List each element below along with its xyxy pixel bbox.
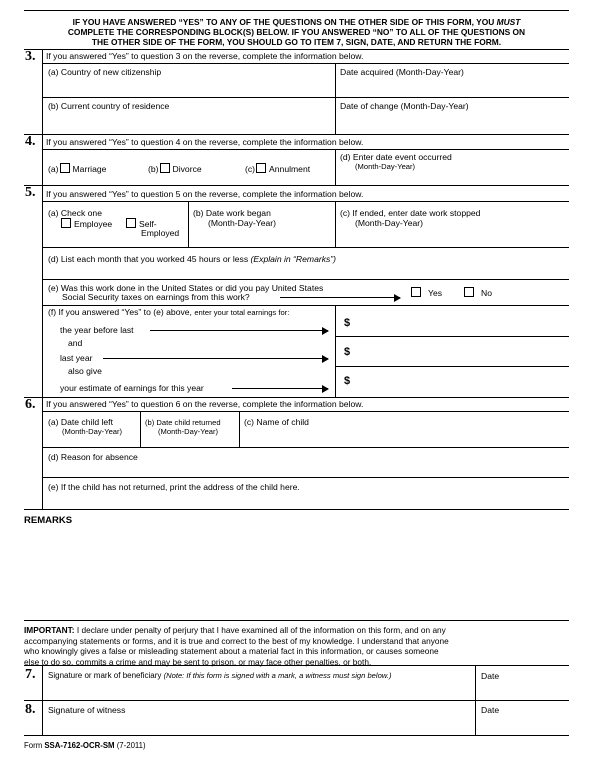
witness-signature-field[interactable]: Signature of witness [48, 705, 126, 715]
important-line-3: who knowingly gives a false or misleading statement about a material fact in this information, or causes someone [24, 646, 439, 656]
divorce-prefix: (b) [148, 164, 159, 174]
section-5-number: 5. [25, 185, 36, 200]
beneficiary-date-field[interactable]: Date [481, 671, 500, 681]
rule [42, 411, 569, 412]
months-worked-note: (Explain in “Remarks”) [250, 254, 337, 264]
rule [335, 63, 336, 134]
marriage-checkbox[interactable] [60, 163, 70, 173]
date-child-returned-format: (Month-Day-Year) [158, 427, 219, 436]
earnings-intro-note: enter your total earnings for: [194, 308, 290, 317]
rule [335, 305, 336, 397]
rule [42, 134, 43, 185]
employee-label: Employee [74, 219, 113, 229]
arrow [103, 358, 328, 359]
section-3-left-rule [42, 49, 43, 134]
also-give-label: also give [68, 366, 102, 376]
check-one-label: (a) Check one [48, 208, 102, 218]
rule [335, 366, 569, 367]
rule [42, 279, 569, 280]
section-8-number: 8. [25, 702, 36, 717]
date-event-occurred-field[interactable]: (d) Enter date event occurred [340, 152, 452, 162]
self-employed-label-2: Employed [141, 228, 180, 238]
section-6-number: 6. [25, 397, 36, 412]
rule [140, 411, 141, 447]
year-before-last-amount[interactable]: $ [344, 317, 351, 329]
earnings-intro-label: (f) If you answered “Yes” to (e) above, [48, 307, 195, 317]
header-line-3: THE OTHER SIDE OF THE FORM, YOU SHOULD GO TO ITEM 7, SIGN, DATE, AND RETURN THE FORM. [91, 37, 502, 47]
header-must: MUST [496, 17, 521, 27]
rule [24, 665, 569, 666]
rule [42, 63, 569, 64]
important-top [24, 620, 569, 621]
annulment-prefix: (c) [245, 164, 256, 174]
estimate-this-year-label: your estimate of earnings for this year [60, 383, 204, 393]
section-3-intro: If you answered “Yes” to question 3 on the reverse, complete the information below. [46, 51, 364, 61]
rule [335, 201, 336, 247]
last-year-amount[interactable]: $ [344, 346, 351, 358]
header-line-2: COMPLETE THE CORRESPONDING BLOCK(S) BELOW. IF YOU ANSWERED “NO” TO ALL OF THE QUESTIONS ON [67, 27, 526, 37]
rule [335, 336, 569, 337]
rule [42, 247, 569, 248]
important-line-1: I declare under penalty of perjury that I have examined all of the information on this form, and on any [74, 625, 446, 635]
divorce-option[interactable] [148, 163, 202, 174]
section-4-top [24, 134, 569, 135]
marriage-label: Marriage [72, 164, 107, 174]
date-child-returned-field[interactable]: (b) Date child returned [145, 418, 221, 427]
no-checkbox[interactable] [464, 287, 474, 297]
self-employed-label-1: Self- [139, 219, 157, 229]
annulment-label: Annulment [269, 164, 311, 174]
rule [42, 149, 569, 150]
months-worked-field[interactable] [48, 254, 336, 264]
annulment-checkbox[interactable] [256, 163, 266, 173]
months-worked-label: (d) List each month that you worked 45 hours or less [48, 254, 251, 264]
date-work-stopped-field[interactable]: (c) If ended, enter date work stopped [340, 208, 481, 218]
section-6-intro: If you answered “Yes” to question 6 on the reverse, complete the information below. [46, 399, 364, 409]
important-line-4: else to do so, commits a crime and may be sent to prison, or may face other penalties, or both. [24, 656, 372, 667]
date-acquired-field[interactable]: Date acquired (Month-Day-Year) [340, 67, 464, 77]
yes-label: Yes [428, 288, 443, 298]
date-work-began-field[interactable]: (b) Date work began [193, 208, 271, 218]
rule [42, 477, 569, 478]
child-address-field[interactable]: (e) If the child has not returned, print the address of the child here. [48, 482, 300, 492]
beneficiary-signature-field[interactable] [48, 671, 392, 680]
rule [24, 700, 569, 701]
rule [42, 97, 569, 98]
arrow [150, 330, 328, 331]
reason-for-absence-field[interactable]: (d) Reason for absence [48, 452, 138, 462]
date-child-left-field[interactable]: (a) Date child left [48, 417, 113, 427]
annulment-option[interactable] [245, 163, 310, 174]
current-country-of-residence-field[interactable]: (b) Current country of residence [48, 101, 170, 111]
section-5-intro: If you answered “Yes” to question 5 on the reverse, complete the information below. [46, 189, 364, 199]
section-5-top [24, 185, 569, 186]
country-of-new-citizenship-field[interactable]: (a) Country of new citizenship [48, 67, 162, 77]
important-label: IMPORTANT: [24, 625, 75, 635]
rule [24, 735, 569, 736]
date-work-stopped-format: (Month-Day-Year) [355, 218, 423, 228]
section-6-top [24, 397, 569, 398]
marriage-prefix: (a) [48, 164, 59, 174]
rule [42, 201, 569, 202]
penalty-declaration [24, 625, 569, 667]
divorce-label: Divorce [172, 164, 202, 174]
estimate-this-year-amount[interactable]: $ [344, 375, 351, 387]
self-employed-checkbox[interactable] [126, 218, 136, 228]
form-number [24, 741, 146, 750]
remarks-area[interactable] [24, 530, 569, 620]
section-4-intro: If you answered “Yes” to question 4 on the reverse, complete the information below. [46, 137, 364, 147]
form-revision: (7-2011) [114, 741, 146, 750]
marriage-option[interactable] [48, 163, 106, 174]
form-id: SSA-7162-OCR-SM [44, 741, 115, 750]
remarks-heading: REMARKS [24, 515, 73, 526]
date-event-format: (Month-Day-Year) [355, 162, 416, 171]
employee-option[interactable] [60, 218, 112, 229]
rule [42, 185, 43, 397]
earnings-intro [48, 307, 289, 317]
and-label: and [68, 338, 83, 348]
beneficiary-signature-label: Signature or mark of beneficiary [48, 671, 164, 680]
employee-checkbox[interactable] [61, 218, 71, 228]
rule [335, 149, 336, 185]
important-line-2: accompanying statements or forms, and it is true and correct to the best of my knowledge. I understand that anyone [24, 635, 449, 646]
divorce-checkbox[interactable] [160, 163, 170, 173]
beneficiary-signature-note: (Note: If this form is signed with a mark, a witness must sign below.) [163, 671, 392, 680]
witness-date-field[interactable]: Date [481, 705, 500, 715]
arrow [280, 297, 400, 298]
arrow [232, 388, 328, 389]
rule [239, 411, 240, 447]
section-4-number: 4. [25, 134, 36, 149]
yes-checkbox[interactable] [411, 287, 421, 297]
year-before-last-label: the year before last [60, 325, 134, 335]
date-of-change-field[interactable]: Date of change (Month-Day-Year) [340, 101, 469, 111]
last-year-label: last year [60, 353, 93, 363]
date-work-began-format: (Month-Day-Year) [208, 218, 276, 228]
rule [188, 201, 189, 247]
rule [42, 397, 43, 509]
section-3-number: 3. [25, 49, 36, 64]
header-line-1: IF YOU HAVE ANSWERED “YES” TO ANY OF THE QUESTIONS ON THE OTHER SIDE OF THIS FORM, YOU [72, 17, 497, 27]
rule [42, 305, 569, 306]
no-option[interactable] [463, 287, 492, 298]
name-of-child-field[interactable]: (c) Name of child [244, 417, 309, 427]
section-3-top [24, 49, 569, 50]
section-7-number: 7. [25, 667, 36, 682]
top-rule [24, 10, 569, 11]
work-in-us-question: (e) Was this work done in the United States or did you pay United States [48, 283, 324, 293]
rule [42, 447, 569, 448]
form-prefix: Form [24, 741, 45, 750]
date-child-left-format: (Month-Day-Year) [62, 427, 123, 436]
social-security-question: Social Security taxes on earnings from this work? [62, 292, 250, 302]
yes-option[interactable] [410, 287, 442, 298]
rule [24, 509, 569, 510]
header-instructions [24, 17, 569, 47]
no-label: No [481, 288, 492, 298]
